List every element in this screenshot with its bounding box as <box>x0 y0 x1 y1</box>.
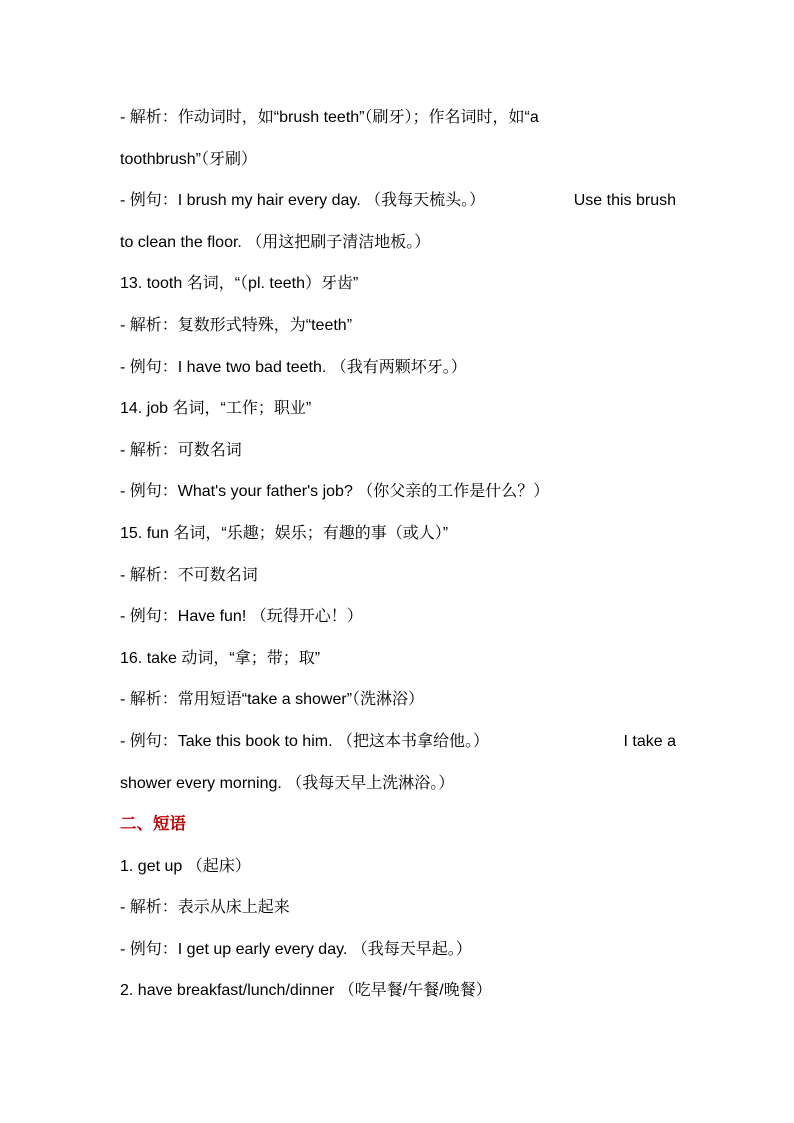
text-line: - 例句：I get up early every day. （我每天早起。） <box>120 940 472 958</box>
text-line: - 解析：复数形式特殊，为“teeth” <box>120 316 353 334</box>
text-segment: Use this brush <box>573 192 676 210</box>
text-line: - 解析：表示从床上起来 <box>120 899 290 917</box>
text-line: to clean the floor. （用这把刷子清洁地板。） <box>120 233 431 251</box>
text-segment: I take a <box>623 732 676 750</box>
text-line: - 例句：I have two bad teeth. （我有两颗坏牙。） <box>120 358 467 376</box>
text-segment: - 解析：作动词时，如“brush teeth”（刷牙）；作名词时，如“a <box>120 109 539 126</box>
text-line: toothbrush”（牙刷） <box>120 150 257 168</box>
section-heading: 二、短语 <box>120 815 186 834</box>
text-line: 14. job 名词，“工作；职业” <box>120 400 312 418</box>
text-segment: - 例句：Take this book to him. （把这本书拿给他。） <box>120 732 489 750</box>
text-line: 15. fun 名词，“乐趣；娱乐；有趣的事（或人）” <box>120 524 449 542</box>
text-line: 1. get up （起床） <box>120 857 251 875</box>
text-line <box>120 97 676 139</box>
document-body <box>120 97 676 1012</box>
text-line: - 解析：常用短语“take a shower”（洗淋浴） <box>120 691 425 709</box>
text-line: - 例句：Have fun! （玩得开心！） <box>120 608 363 626</box>
text-line: - 例句：What's your father's job? （你父亲的工作是什么？） <box>120 483 550 501</box>
text-line: 16. take 动词，“拿；带；取” <box>120 649 321 667</box>
text-line: - 解析：可数名词 <box>120 441 242 459</box>
text-line <box>120 721 676 763</box>
text-line: shower every morning. （我每天早上洗淋浴。） <box>120 774 455 792</box>
text-line: 2. have breakfast/lunch/dinner （吃早餐/午餐/晚餐） <box>120 982 492 1000</box>
text-segment: - 例句：I brush my hair every day. （我每天梳头。） <box>120 192 486 210</box>
text-line: - 解析：不可数名词 <box>120 566 258 584</box>
text-line <box>120 180 676 222</box>
text-line: 13. tooth 名词，“（pl. teeth）牙齿” <box>120 275 359 293</box>
